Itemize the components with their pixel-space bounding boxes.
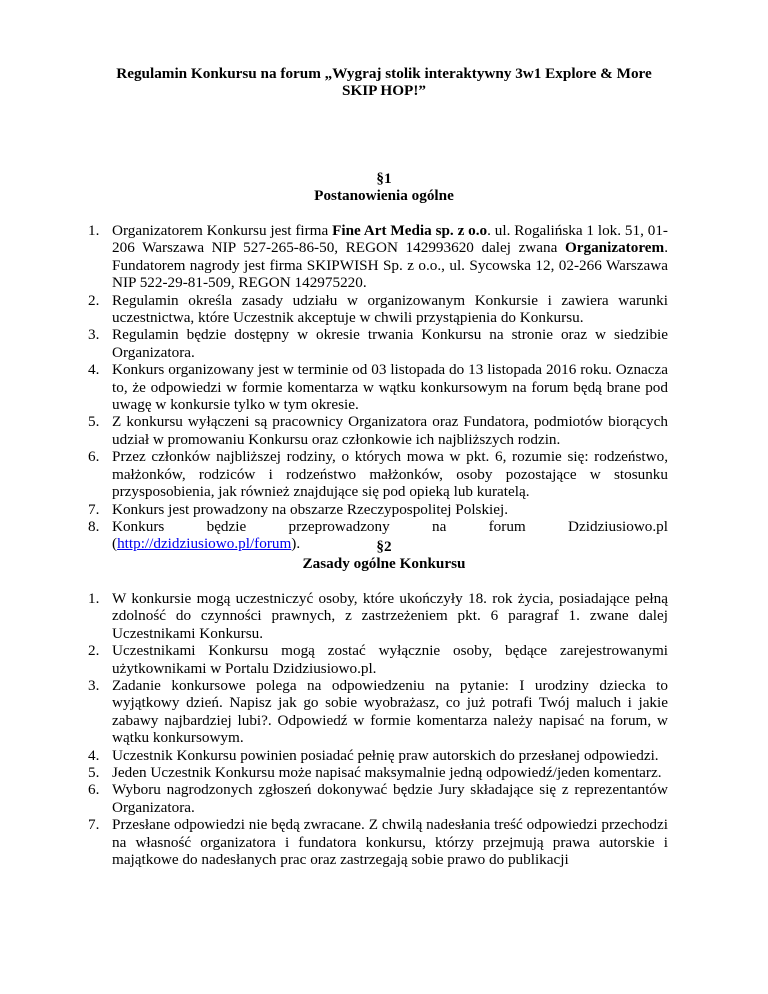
item-text: Wyboru nagrodzonych zgłoszeń dokonywać będzie Jury składające się z reprezentantów Organizatora. bbox=[112, 781, 668, 816]
item-text: Regulamin będzie dostępny w okresie trwania Konkursu na stronie oraz w siedzibie Organizatora. bbox=[112, 326, 668, 361]
section-2-list bbox=[88, 590, 668, 869]
list-item bbox=[88, 413, 668, 448]
item-text: Regulamin określa zasady udziału w organizowanym Konkursie i zawiera warunki uczestnictwa, które Uczestnik akceptuje w chwili przystąpienia do Konkursu. bbox=[112, 291, 668, 327]
list-item bbox=[88, 326, 668, 361]
item-text: Uczestnik Konkursu powinien posiadać pełnię praw autorskich do przesłanej odpowiedzi. bbox=[112, 746, 659, 764]
section-1-title: Postanowienia ogólne bbox=[314, 187, 454, 205]
item-number: 7. bbox=[88, 500, 100, 518]
item-number: 1. bbox=[88, 222, 100, 239]
list-item bbox=[88, 590, 668, 642]
forum-line: Konkurs będzie przeprowadzony na forum Dzidziusiowo.pl bbox=[112, 517, 668, 535]
list-item bbox=[88, 816, 668, 868]
section-1-list bbox=[88, 222, 668, 553]
list-item bbox=[88, 677, 668, 747]
title-line-2: SKIP HOP!” bbox=[342, 82, 426, 100]
list-item bbox=[88, 222, 668, 292]
item-number: 1. bbox=[88, 590, 100, 607]
organizer-term: Organizatorem bbox=[564, 239, 665, 257]
item-text: Organizatorem Konkursu jest firma Fine Art Media sp. z o.o. ul. Rogalińska 1 lok. 51, 01-206 Warszawa NIP 527-265-86-50, REGON 142993620 dalej zwana Organizatorem. Fundatorem nagrody jest firma SKIPWISH Sp. z o.o., ul. Sycowska 12, 02-266 Warszawa NIP 522-29-81-509, REGON 142975220. bbox=[112, 222, 668, 292]
section-1-heading bbox=[100, 170, 668, 205]
list-item bbox=[88, 747, 668, 764]
organizer-name: Fine Art Media sp. z o.o bbox=[332, 222, 488, 239]
list-item bbox=[88, 501, 668, 518]
item-text: Zadanie konkursowe polega na odpowiedzeniu na pytanie: I urodziny dziecka to wyjątkowy dzień. Napisz jak go sobie wyobrażasz, co już potrafi Twój maluch i jakie zabawy najbardziej lubi?. Odpowiedź w formie komentarza należy napisać na forum, w wątku konkursowym. bbox=[112, 677, 668, 747]
item-number: 4. bbox=[88, 746, 100, 764]
item-number: 5. bbox=[88, 413, 100, 431]
item-text: W konkursie mogą uczestniczyć osoby, które ukończyły 18. rok życia, posiadające pełną zdolność do czynności prawnych, z zastrzeżeniem pkt. 6 paragraf 1. zwane dalej Uczestnikami Konkursu. bbox=[112, 590, 668, 642]
section-2-number: §2 bbox=[376, 538, 392, 555]
forum-link[interactable]: http://dzidziusiowo.pl/forum bbox=[117, 535, 292, 553]
list-item bbox=[88, 361, 668, 413]
item-number: 4. bbox=[88, 361, 100, 379]
list-item bbox=[88, 292, 668, 327]
item-text: Z konkursu wyłączeni są pracownicy Organizatora oraz Fundatora, podmiotów biorących udział w promowaniu Konkursu oraz członkowie ich najbliższych rodzin. bbox=[112, 413, 668, 448]
document-title bbox=[100, 65, 668, 100]
item-text: Jeden Uczestnik Konkursu może napisać maksymalnie jedną odpowiedź/jeden komentarz. bbox=[112, 764, 662, 782]
list-item bbox=[88, 764, 668, 781]
section-2-heading bbox=[100, 538, 668, 573]
item-text: Przesłane odpowiedzi nie będą zwracane. Z chwilą nadesłania treść odpowiedzi przechodzi na własność organizatora i fundatora konkursu, którzy przejmują prawa autorskie i majątkowe do nadesłanych prac oraz zastrzegają sobie prawo do publikacji bbox=[112, 816, 668, 869]
item-number: 6. bbox=[88, 448, 100, 466]
item-number: 5. bbox=[88, 764, 100, 782]
item-text: Uczestnikami Konkursu mogą zostać wyłącznie osoby, będące zarejestrowanymi użytkownikami w Portalu Dzidziusiowo.pl. bbox=[112, 642, 668, 677]
section-1-number: §1 bbox=[376, 170, 392, 187]
item-text: Przez członków najbliższej rodziny, o których mowa w pkt. 6, rozumie się: rodzeństwo, małżonków, rodziców i rodzeństwo małżonków, osoby pozostające w stosunku przysposobienia, jak również znajdujące się pod opieką lub kuratelą. bbox=[112, 448, 668, 501]
section-2-title: Zasady ogólne Konkursu bbox=[302, 555, 466, 573]
item-text: Konkurs organizowany jest w terminie od 03 listopada do 13 listopada 2016 roku. Oznacza to, że odpowiedzi w formie komentarza w wątku konkursowym na forum będą brane pod uwagę w konkursie tylko w tym okresie. bbox=[112, 361, 668, 414]
title-line-1: Regulamin Konkursu na forum „Wygraj stolik interaktywny 3w1 Explore & More bbox=[116, 65, 652, 82]
list-item bbox=[88, 642, 668, 677]
item-number: 2. bbox=[88, 642, 100, 660]
item-number: 3. bbox=[88, 326, 100, 344]
list-item bbox=[88, 448, 668, 500]
item-text: Konkurs będzie przeprowadzony na forum Dzidziusiowo.pl (http://dzidziusiowo.pl/forum). bbox=[112, 517, 668, 553]
item-text: Konkurs jest prowadzony na obszarze Rzeczypospolitej Polskiej. bbox=[112, 500, 509, 518]
item-number: 8. bbox=[88, 517, 100, 535]
item-number: 3. bbox=[88, 677, 100, 695]
item-number: 6. bbox=[88, 781, 100, 799]
item-number: 2. bbox=[88, 291, 100, 309]
list-item bbox=[88, 781, 668, 816]
item-number: 7. bbox=[88, 816, 100, 834]
